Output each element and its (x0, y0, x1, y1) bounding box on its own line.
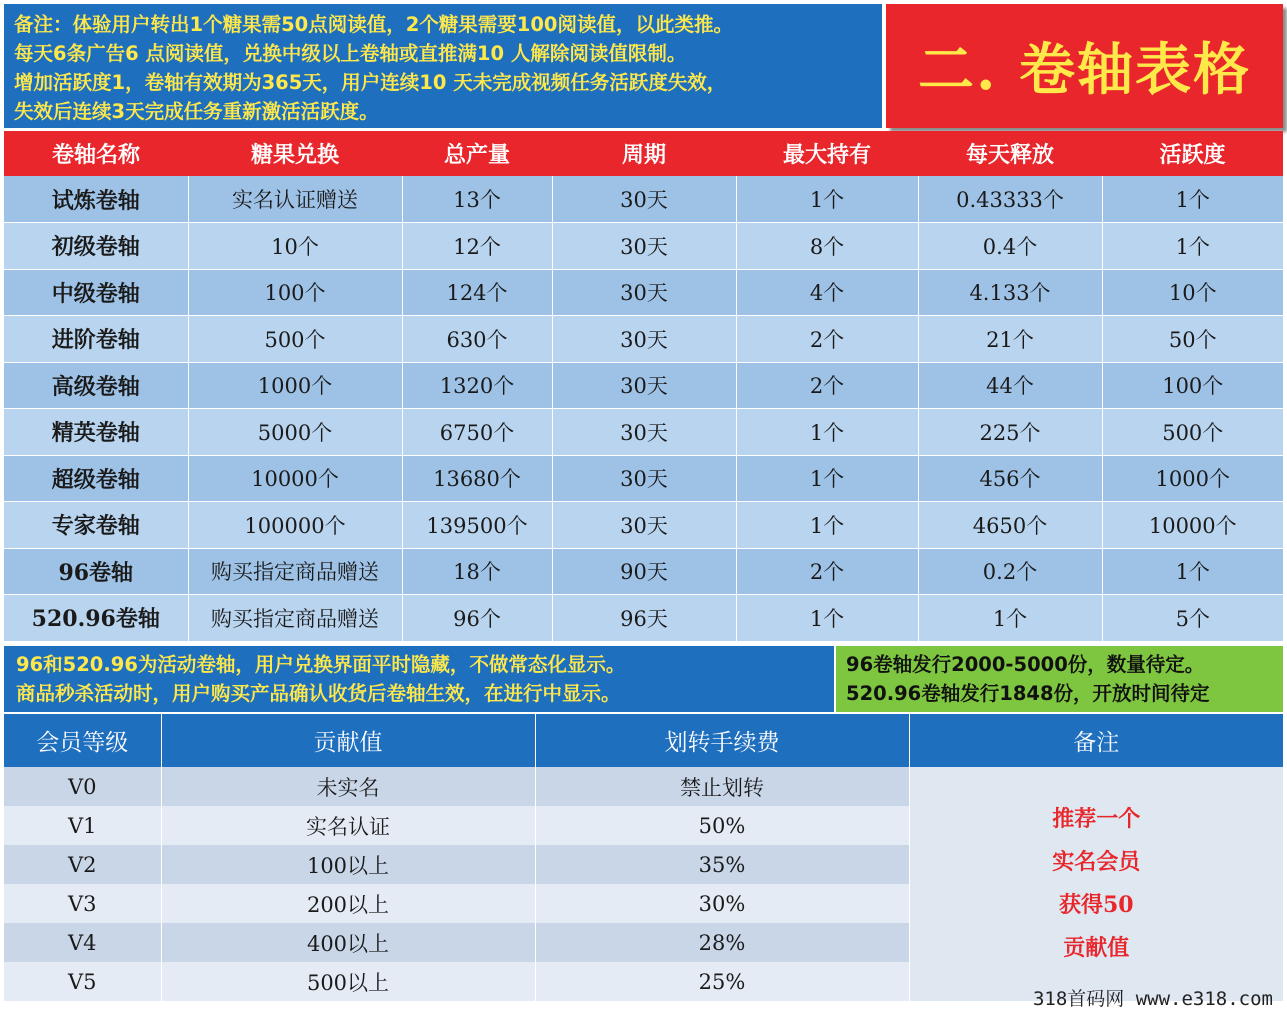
top-note-line: 失效后连续3天完成任务重新激活活跃度。 (14, 100, 379, 123)
table-cell: 100以上 (161, 845, 535, 884)
table-cell: 10000个 (1102, 502, 1283, 549)
table-cell: 12个 (402, 223, 552, 270)
table-cell: 0.4个 (918, 223, 1102, 270)
column-header: 卷轴名称 (4, 131, 188, 176)
table-cell: 1000个 (1102, 455, 1283, 502)
column-header: 糖果兑换 (188, 131, 402, 176)
top-note-line: 每天6条广告6 点阅读值，兑换中级以上卷轴或直推满10 人解除阅读值限制。 (14, 42, 687, 65)
note-line: 96和520.96为活动卷轴，用户兑换界面平时隐藏，不做常态化显示。 (16, 653, 626, 676)
table-cell: 购买指定商品赠送 (188, 595, 402, 642)
table-cell: 实名认证 (161, 806, 535, 845)
table-cell: 30% (535, 884, 909, 923)
table-cell: 100个 (188, 269, 402, 316)
column-header: 贡献值 (161, 714, 535, 767)
scroll-name-cell: 进阶卷轴 (4, 316, 188, 363)
column-header: 每天释放 (918, 131, 1102, 176)
table-cell: 6750个 (402, 409, 552, 456)
table-cell: 购买指定商品赠送 (188, 548, 402, 595)
scroll-name-cell: 超级卷轴 (4, 455, 188, 502)
column-header: 活跃度 (1102, 131, 1283, 176)
table-cell: V2 (4, 845, 161, 884)
table-cell: 30天 (552, 269, 736, 316)
table-cell: 10个 (188, 223, 402, 270)
table-row (4, 176, 1283, 223)
table-header-row (4, 714, 1283, 767)
table-cell: 8个 (736, 223, 918, 270)
watermark: 318首码网 www.e318.com (1032, 988, 1273, 1010)
table-cell: 96天 (552, 595, 736, 642)
table-cell: 124个 (402, 269, 552, 316)
column-header: 总产量 (402, 131, 552, 176)
table-header-row (4, 131, 1283, 176)
table-cell: V0 (4, 767, 161, 806)
referral-remark-cell (909, 767, 1283, 1001)
table-cell: 500个 (188, 316, 402, 363)
scroll-name-cell: 专家卷轴 (4, 502, 188, 549)
issuance-note (836, 646, 1283, 712)
table-cell: 30天 (552, 455, 736, 502)
table-row (4, 548, 1283, 595)
scroll-name-cell: 高级卷轴 (4, 362, 188, 409)
note-line: 商品秒杀活动时，用户购买产品确认收货后卷轴生效，在进行中显示。 (16, 682, 621, 705)
remark-line: 推荐一个 (1052, 806, 1141, 832)
scroll-name-cell: 中级卷轴 (4, 269, 188, 316)
table-cell: 1320个 (402, 362, 552, 409)
table-cell: 1个 (1102, 176, 1283, 223)
table-cell: 10个 (1102, 269, 1283, 316)
table-row (4, 767, 1283, 806)
activity-scroll-note (4, 646, 834, 712)
table-cell: 456个 (918, 455, 1102, 502)
table-cell: 28% (535, 923, 909, 962)
table-cell: 100000个 (188, 502, 402, 549)
table-cell: 10000个 (188, 455, 402, 502)
table-cell: 25% (535, 962, 909, 1001)
table-cell: 30天 (552, 316, 736, 363)
note-line: 520.96卷轴发行1848份，开放时间待定 (846, 682, 1210, 705)
table-cell: 90天 (552, 548, 736, 595)
table-cell: 35% (535, 845, 909, 884)
table-cell: 200以上 (161, 884, 535, 923)
table-cell: 禁止划转 (535, 767, 909, 806)
column-header: 会员等级 (4, 714, 161, 767)
table-cell: 1个 (736, 455, 918, 502)
table-cell: 1个 (736, 595, 918, 642)
table-row (4, 455, 1283, 502)
table-cell: 0.2个 (918, 548, 1102, 595)
table-cell: 1个 (736, 409, 918, 456)
table-row (4, 316, 1283, 363)
table-cell: 30天 (552, 409, 736, 456)
table-cell: 4650个 (918, 502, 1102, 549)
table-row (4, 223, 1283, 270)
top-note-banner (4, 4, 882, 128)
table-cell: 30天 (552, 502, 736, 549)
table-cell: 1个 (1102, 548, 1283, 595)
top-note-line: 备注：体验用户转出1个糖果需50点阅读值，2个糖果需要100阅读值，以此类推。 (14, 13, 733, 36)
remark-line: 贡献值 (1063, 935, 1130, 961)
table-cell: 18个 (402, 548, 552, 595)
table-cell: V4 (4, 923, 161, 962)
page-title-box (886, 4, 1283, 128)
table-cell: 13个 (402, 176, 552, 223)
table-cell: 1个 (736, 502, 918, 549)
table-cell: 2个 (736, 548, 918, 595)
table-cell: 0.43333个 (918, 176, 1102, 223)
table-cell: 400以上 (161, 923, 535, 962)
table-cell: 未实名 (161, 767, 535, 806)
table-cell: 500以上 (161, 962, 535, 1001)
table-cell: 500个 (1102, 409, 1283, 456)
scroll-name-cell: 520.96卷轴 (4, 595, 188, 642)
table-cell: 1个 (1102, 223, 1283, 270)
table-cell: 4.133个 (918, 269, 1102, 316)
table-cell: 30天 (552, 176, 736, 223)
top-note-line: 增加活跃度1，卷轴有效期为365天，用户连续10 天未完成视频任务活跃度失效， (14, 71, 727, 94)
table-cell: 实名认证赠送 (188, 176, 402, 223)
column-header: 划转手续费 (535, 714, 909, 767)
table-row (4, 269, 1283, 316)
scroll-name-cell: 精英卷轴 (4, 409, 188, 456)
remark-line: 获得50 (1058, 892, 1134, 918)
page-title: 二. 卷轴表格 (918, 37, 1251, 103)
table-row (4, 595, 1283, 642)
table-cell: 30天 (552, 223, 736, 270)
table-cell: 1个 (918, 595, 1102, 642)
table-cell: 1000个 (188, 362, 402, 409)
table-cell: 4个 (736, 269, 918, 316)
table-cell: 50个 (1102, 316, 1283, 363)
table-row (4, 502, 1283, 549)
scroll-table-body (4, 176, 1283, 641)
table-cell: 96个 (402, 595, 552, 642)
table-cell: 5个 (1102, 595, 1283, 642)
table-cell: V3 (4, 884, 161, 923)
table-row (4, 362, 1283, 409)
table-cell: 100个 (1102, 362, 1283, 409)
table-cell: V1 (4, 806, 161, 845)
table-row (4, 409, 1283, 456)
table-cell: 139500个 (402, 502, 552, 549)
table-cell: 13680个 (402, 455, 552, 502)
table-cell: 50% (535, 806, 909, 845)
scroll-table (4, 131, 1283, 642)
column-header: 备注 (909, 714, 1283, 767)
table-cell: 21个 (918, 316, 1102, 363)
table-cell: 630个 (402, 316, 552, 363)
table-cell: 2个 (736, 362, 918, 409)
column-header: 最大持有 (736, 131, 918, 176)
table-cell: 1个 (736, 176, 918, 223)
column-header: 周期 (552, 131, 736, 176)
note-line: 96卷轴发行2000-5000份，数量待定。 (846, 653, 1205, 676)
table-cell: 30天 (552, 362, 736, 409)
table-cell: 5000个 (188, 409, 402, 456)
member-table-body (4, 767, 1283, 1001)
scroll-name-cell: 96卷轴 (4, 548, 188, 595)
table-cell: 225个 (918, 409, 1102, 456)
remark-line: 实名会员 (1052, 849, 1141, 875)
scroll-name-cell: 初级卷轴 (4, 223, 188, 270)
table-cell: V5 (4, 962, 161, 1001)
table-cell: 2个 (736, 316, 918, 363)
table-cell: 44个 (918, 362, 1102, 409)
scroll-name-cell: 试炼卷轴 (4, 176, 188, 223)
member-level-table (4, 714, 1283, 1001)
